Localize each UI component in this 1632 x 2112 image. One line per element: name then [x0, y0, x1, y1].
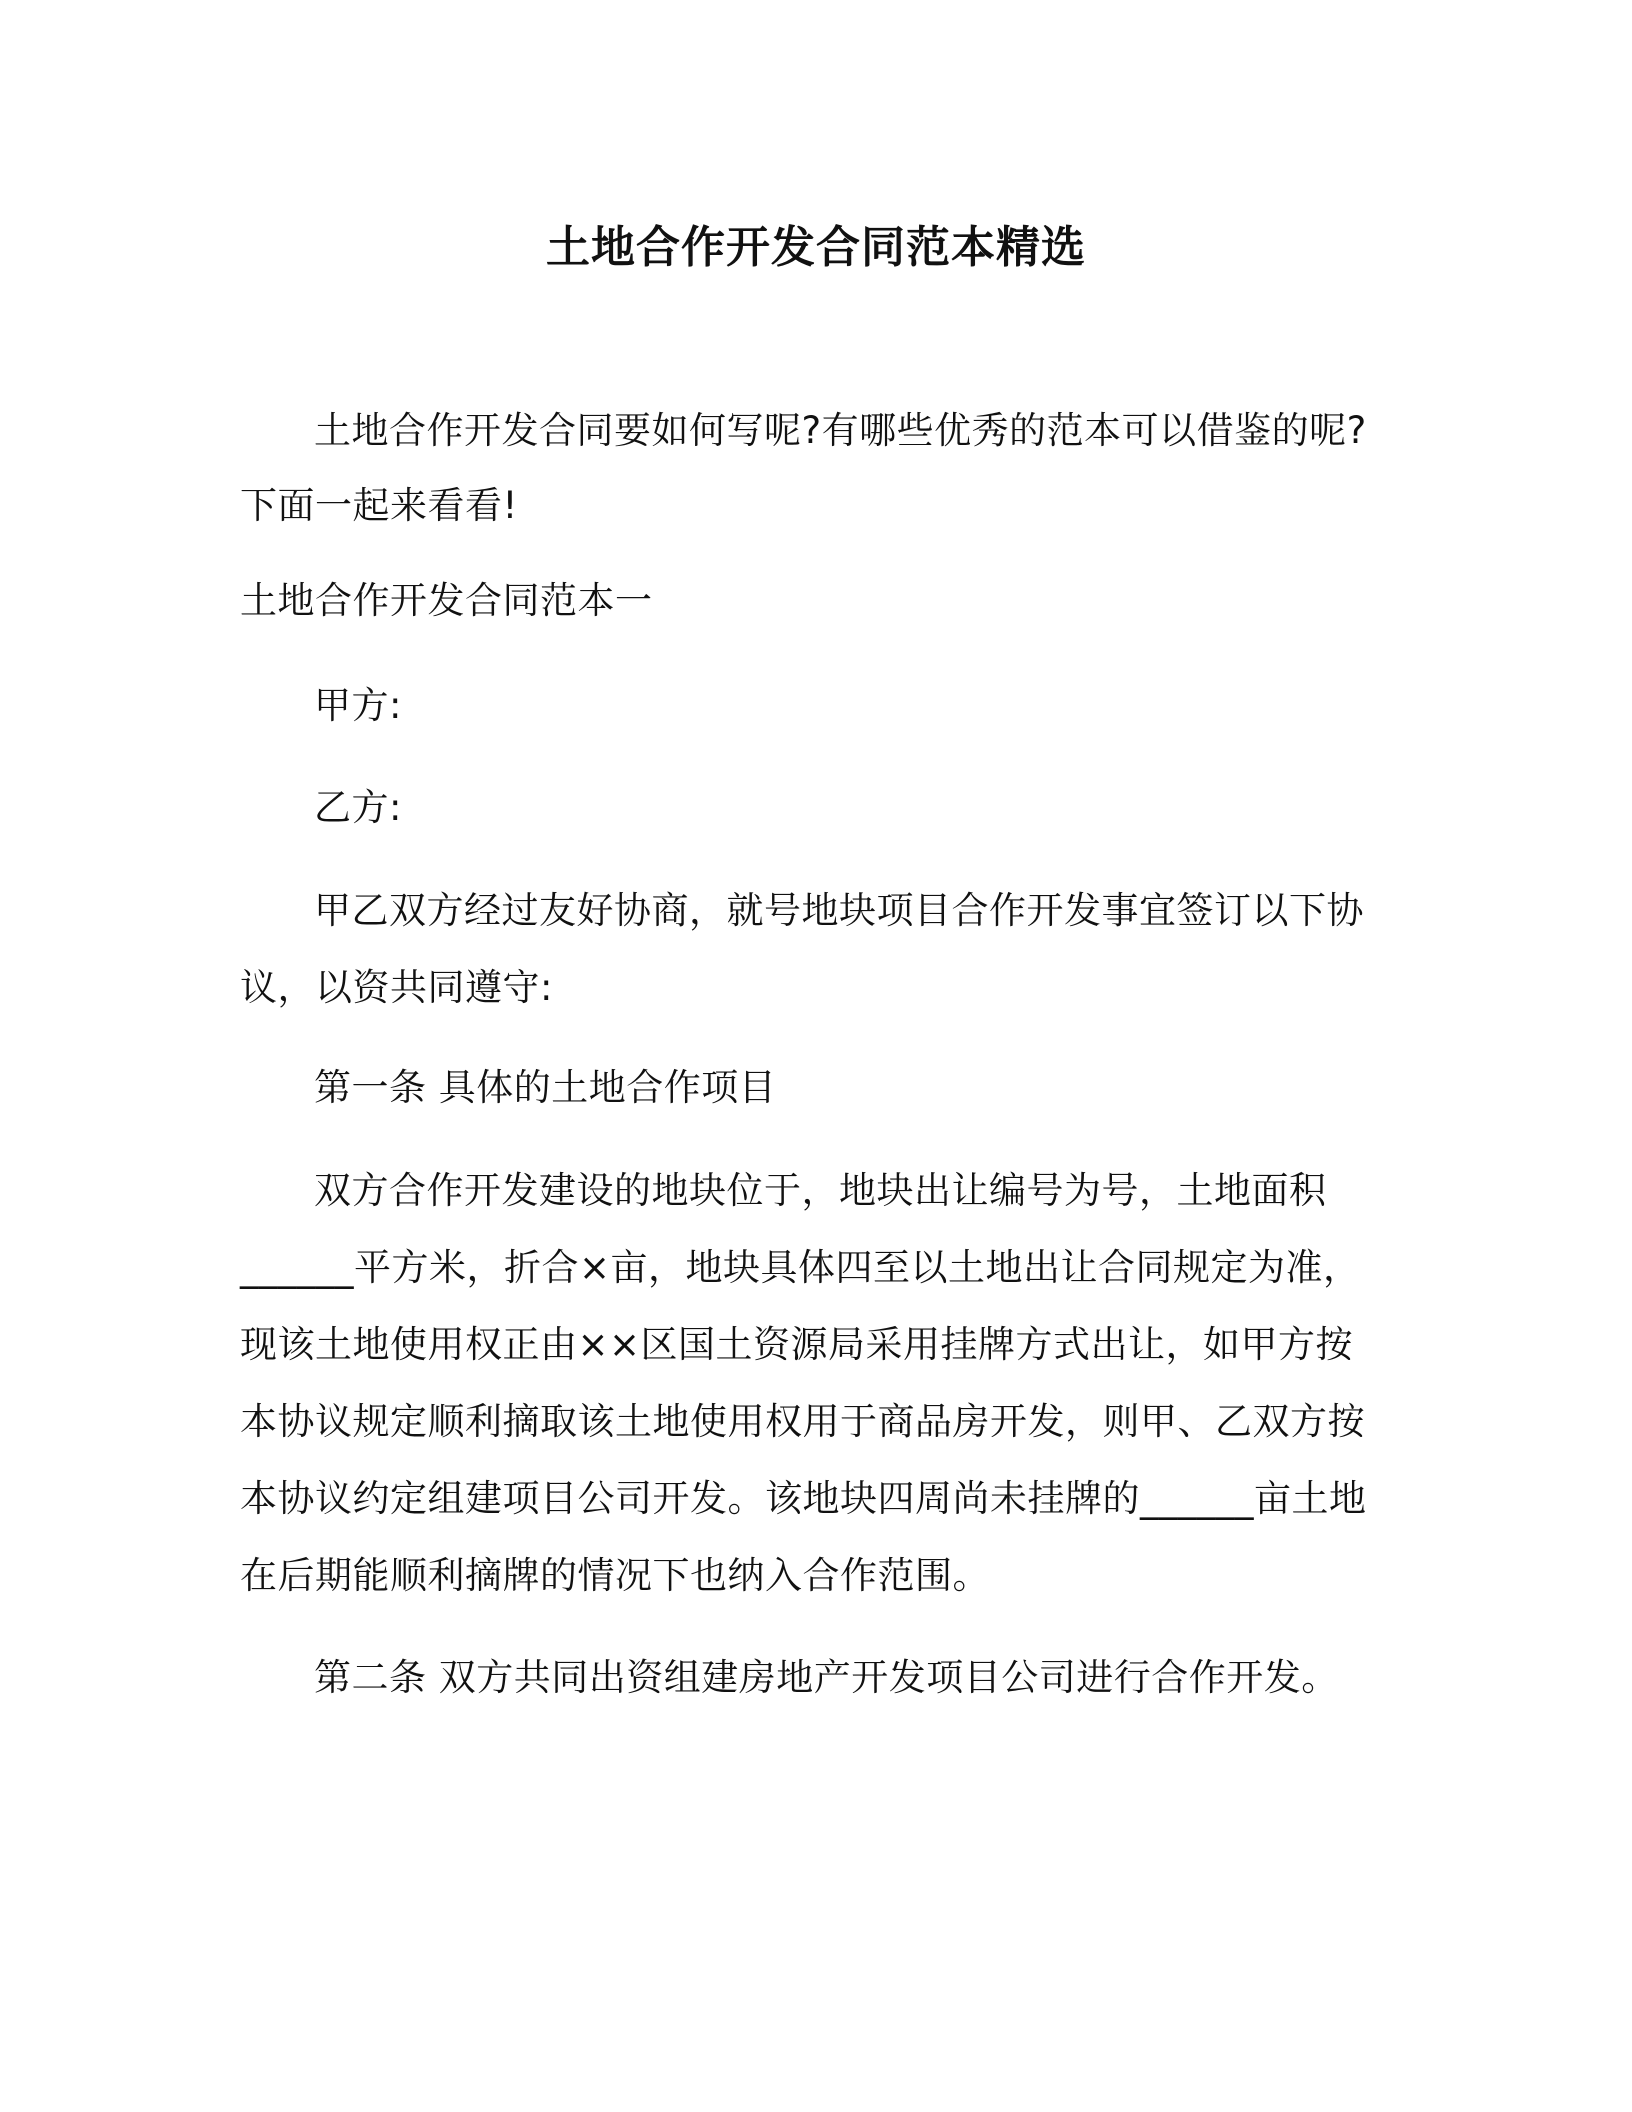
agreement-intro-line-1: 甲乙双方经过友好协商，就号地块项目合作开发事宜签订以下协 [314, 889, 1364, 932]
article-2-heading: 第二条 双方共同出资组建房地产开发项目公司进行合作开发。 [314, 1656, 1339, 1699]
article-1-line-5: 本协议约定组建项目公司开发。该地块四周尚未挂牌的______亩土地 [240, 1477, 1367, 1520]
article-1-heading: 第一条 具体的土地合作项目 [314, 1066, 777, 1109]
party-b-label: 乙方: [314, 786, 402, 829]
agreement-intro-line-2: 议，以资共同遵守: [240, 966, 553, 1009]
article-1-line-1: 双方合作开发建设的地块位于，地块出让编号为号，土地面积 [314, 1169, 1327, 1212]
article-1-line-3: 现该土地使用权正由××区国土资源局采用挂牌方式出让，如甲方按 [240, 1323, 1354, 1366]
article-1-line-2: ______平方米，折合×亩，地块具体四至以土地出让合同规定为准， [240, 1246, 1361, 1289]
party-a-label: 甲方: [314, 684, 402, 727]
article-1-line-6: 在后期能顺利摘牌的情况下也纳入合作范围。 [240, 1554, 990, 1597]
intro-line-1: 土地合作开发合同要如何写呢?有哪些优秀的范本可以借鉴的呢? [314, 409, 1367, 452]
article-1-line-4: 本协议规定顺利摘取该土地使用权用于商品房开发，则甲、乙双方按 [240, 1400, 1365, 1443]
intro-line-2: 下面一起来看看! [240, 484, 518, 527]
document-title: 土地合作开发合同范本精选 [546, 222, 1086, 273]
section-heading: 土地合作开发合同范本一 [240, 579, 653, 622]
